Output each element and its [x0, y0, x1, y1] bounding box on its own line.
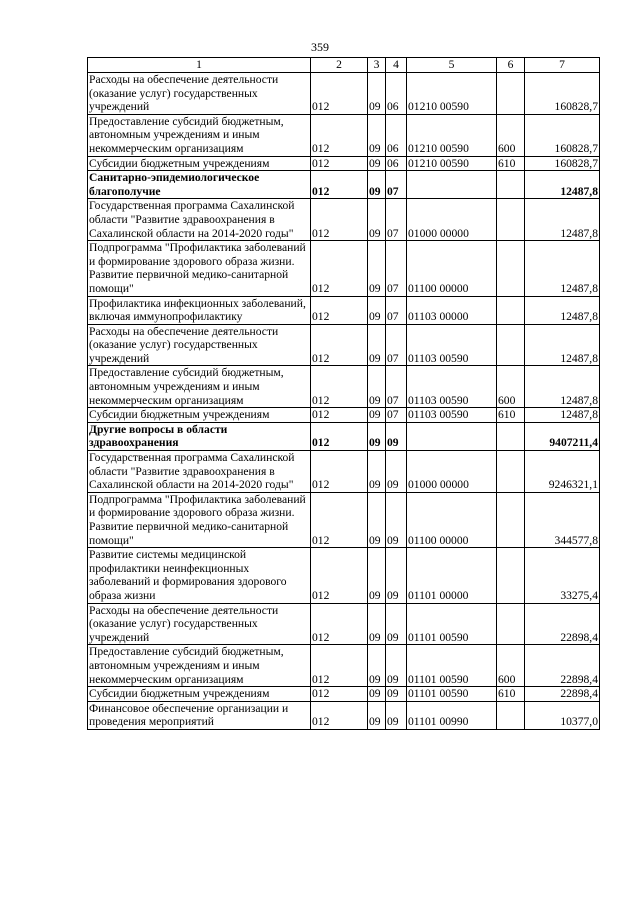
row-ministry-code: 012 — [311, 324, 368, 366]
row-amount: 12487,8 — [525, 199, 600, 241]
table-row — [88, 114, 600, 156]
row-subsection-code: 07 — [386, 366, 407, 408]
table-row — [88, 701, 600, 729]
row-target-article-code: 01103 00590 — [407, 366, 497, 408]
row-section-code: 09 — [368, 324, 386, 366]
table-row — [88, 603, 600, 645]
budget-table — [87, 57, 600, 730]
row-expense-type-code: 600 — [497, 114, 525, 156]
row-expense-type-code — [497, 199, 525, 241]
row-target-article-code: 01101 00000 — [407, 548, 497, 603]
row-section-code: 09 — [368, 156, 386, 171]
row-ministry-code: 012 — [311, 73, 368, 115]
row-ministry-code: 012 — [311, 687, 368, 702]
row-ministry-code: 012 — [311, 241, 368, 296]
row-subsection-code: 09 — [386, 422, 407, 450]
row-expense-type-code — [497, 73, 525, 115]
row-target-article-code: 01101 00590 — [407, 645, 497, 687]
table-row — [88, 687, 600, 702]
row-target-article-code: 01103 00590 — [407, 324, 497, 366]
row-subsection-code: 09 — [386, 687, 407, 702]
table-body — [88, 73, 600, 730]
row-subsection-code: 07 — [386, 171, 407, 199]
row-name: Расходы на обеспечение деятельности (оказание услуг) государственных учреждений — [88, 603, 311, 645]
row-name: Финансовое обеспечение организации и проведения мероприятий — [88, 701, 311, 729]
row-ministry-code: 012 — [311, 645, 368, 687]
row-section-code: 09 — [368, 701, 386, 729]
row-target-article-code — [407, 171, 497, 199]
row-amount: 12487,8 — [525, 324, 600, 366]
row-amount: 12487,8 — [525, 241, 600, 296]
row-amount: 344577,8 — [525, 492, 600, 547]
row-expense-type-code — [497, 296, 525, 324]
row-subsection-code: 09 — [386, 701, 407, 729]
row-expense-type-code — [497, 171, 525, 199]
row-section-code: 09 — [368, 451, 386, 493]
row-ministry-code: 012 — [311, 114, 368, 156]
row-amount: 33275,4 — [525, 548, 600, 603]
row-expense-type-code: 600 — [497, 645, 525, 687]
row-name: Субсидии бюджетным учреждениям — [88, 156, 311, 171]
column-header: 1 — [88, 58, 311, 73]
row-section-code: 09 — [368, 492, 386, 547]
row-target-article-code: 01101 00590 — [407, 687, 497, 702]
row-name: Профилактика инфекционных заболеваний, включая иммунопрофилактику — [88, 296, 311, 324]
row-section-code: 09 — [368, 114, 386, 156]
table-header-row — [88, 58, 600, 73]
row-amount: 12487,8 — [525, 171, 600, 199]
row-ministry-code: 012 — [311, 492, 368, 547]
row-ministry-code: 012 — [311, 701, 368, 729]
row-target-article-code — [407, 422, 497, 450]
table-row — [88, 241, 600, 296]
row-amount: 10377,0 — [525, 701, 600, 729]
row-target-article-code: 01103 00000 — [407, 296, 497, 324]
row-name: Государственная программа Сахалинской области "Развитие здравоохранения в Сахалинской области на 2014-2020 годы" — [88, 199, 311, 241]
column-header: 6 — [497, 58, 525, 73]
row-section-code: 09 — [368, 603, 386, 645]
row-target-article-code: 01101 00590 — [407, 603, 497, 645]
row-target-article-code: 01210 00590 — [407, 114, 497, 156]
table-row — [88, 324, 600, 366]
row-name: Предоставление субсидий бюджетным, автономным учреждениям и иным некоммерческим организациям — [88, 645, 311, 687]
row-target-article-code: 01100 00000 — [407, 241, 497, 296]
row-expense-type-code — [497, 548, 525, 603]
row-subsection-code: 09 — [386, 492, 407, 547]
row-ministry-code: 012 — [311, 451, 368, 493]
row-subsection-code: 06 — [386, 73, 407, 115]
row-name: Предоставление субсидий бюджетным, автономным учреждениям и иным некоммерческим организациям — [88, 366, 311, 408]
row-name: Санитарно-эпидемиологическое благополучие — [88, 171, 311, 199]
row-amount: 12487,8 — [525, 408, 600, 423]
row-subsection-code: 07 — [386, 241, 407, 296]
row-target-article-code: 01103 00590 — [407, 408, 497, 423]
row-subsection-code: 07 — [386, 408, 407, 423]
row-name: Расходы на обеспечение деятельности (оказание услуг) государственных учреждений — [88, 324, 311, 366]
row-expense-type-code — [497, 492, 525, 547]
row-subsection-code: 07 — [386, 199, 407, 241]
table-row — [88, 171, 600, 199]
row-expense-type-code: 610 — [497, 156, 525, 171]
row-amount: 160828,7 — [525, 73, 600, 115]
column-header: 4 — [386, 58, 407, 73]
row-ministry-code: 012 — [311, 408, 368, 423]
row-section-code: 09 — [368, 241, 386, 296]
row-subsection-code: 09 — [386, 603, 407, 645]
row-section-code: 09 — [368, 408, 386, 423]
row-name: Подпрограмма "Профилактика заболеваний и формирование здорового образа жизни. Развитие первичной медико-санитарной помощи" — [88, 492, 311, 547]
row-name: Субсидии бюджетным учреждениям — [88, 687, 311, 702]
row-name: Подпрограмма "Профилактика заболеваний и формирование здорового образа жизни. Развитие первичной медико-санитарной помощи" — [88, 241, 311, 296]
row-ministry-code: 012 — [311, 548, 368, 603]
column-header: 5 — [407, 58, 497, 73]
row-amount: 12487,8 — [525, 296, 600, 324]
row-amount: 22898,4 — [525, 687, 600, 702]
row-amount: 22898,4 — [525, 645, 600, 687]
row-expense-type-code — [497, 451, 525, 493]
row-target-article-code: 01000 00000 — [407, 199, 497, 241]
column-header: 7 — [525, 58, 600, 73]
row-subsection-code: 09 — [386, 451, 407, 493]
row-amount: 9246321,1 — [525, 451, 600, 493]
row-section-code: 09 — [368, 422, 386, 450]
row-ministry-code: 012 — [311, 156, 368, 171]
row-ministry-code: 012 — [311, 296, 368, 324]
table-row — [88, 548, 600, 603]
row-target-article-code: 01101 00990 — [407, 701, 497, 729]
row-expense-type-code — [497, 603, 525, 645]
table-row — [88, 156, 600, 171]
row-name: Субсидии бюджетным учреждениям — [88, 408, 311, 423]
row-name: Государственная программа Сахалинской области "Развитие здравоохранения в Сахалинской области на 2014-2020 годы" — [88, 451, 311, 493]
row-name: Предоставление субсидий бюджетным, автономным учреждениям и иным некоммерческим организациям — [88, 114, 311, 156]
row-expense-type-code: 600 — [497, 366, 525, 408]
row-section-code: 09 — [368, 548, 386, 603]
row-ministry-code: 012 — [311, 422, 368, 450]
row-section-code: 09 — [368, 645, 386, 687]
row-subsection-code: 06 — [386, 114, 407, 156]
row-name: Другие вопросы в области здравоохранения — [88, 422, 311, 450]
row-target-article-code: 01000 00000 — [407, 451, 497, 493]
row-section-code: 09 — [368, 171, 386, 199]
row-section-code: 09 — [368, 687, 386, 702]
row-target-article-code: 01210 00590 — [407, 73, 497, 115]
row-expense-type-code — [497, 241, 525, 296]
row-subsection-code: 09 — [386, 645, 407, 687]
column-header: 3 — [368, 58, 386, 73]
row-subsection-code: 07 — [386, 296, 407, 324]
row-expense-type-code: 610 — [497, 687, 525, 702]
table-row — [88, 451, 600, 493]
row-expense-type-code — [497, 324, 525, 366]
row-ministry-code: 012 — [311, 171, 368, 199]
row-ministry-code: 012 — [311, 199, 368, 241]
row-expense-type-code — [497, 701, 525, 729]
row-subsection-code: 09 — [386, 548, 407, 603]
row-ministry-code: 012 — [311, 603, 368, 645]
table-row — [88, 296, 600, 324]
row-amount: 12487,8 — [525, 366, 600, 408]
table-row — [88, 422, 600, 450]
row-target-article-code: 01100 00000 — [407, 492, 497, 547]
row-subsection-code: 07 — [386, 324, 407, 366]
row-name: Расходы на обеспечение деятельности (оказание услуг) государственных учреждений — [88, 73, 311, 115]
row-section-code: 09 — [368, 366, 386, 408]
table-row — [88, 73, 600, 115]
row-expense-type-code: 610 — [497, 408, 525, 423]
row-expense-type-code — [497, 422, 525, 450]
row-amount: 160828,7 — [525, 114, 600, 156]
row-section-code: 09 — [368, 296, 386, 324]
table-row — [88, 492, 600, 547]
column-header: 2 — [311, 58, 368, 73]
table-row — [88, 408, 600, 423]
row-subsection-code: 06 — [386, 156, 407, 171]
row-amount: 160828,7 — [525, 156, 600, 171]
row-section-code: 09 — [368, 73, 386, 115]
row-amount: 9407211,4 — [525, 422, 600, 450]
row-target-article-code: 01210 00590 — [407, 156, 497, 171]
table-row — [88, 645, 600, 687]
row-name: Развитие системы медицинской профилактики неинфекционных заболеваний и формирования здорового образа жизни — [88, 548, 311, 603]
table-row — [88, 366, 600, 408]
row-ministry-code: 012 — [311, 366, 368, 408]
row-amount: 22898,4 — [525, 603, 600, 645]
row-section-code: 09 — [368, 199, 386, 241]
table-row — [88, 199, 600, 241]
page-number: 359 — [311, 40, 329, 54]
